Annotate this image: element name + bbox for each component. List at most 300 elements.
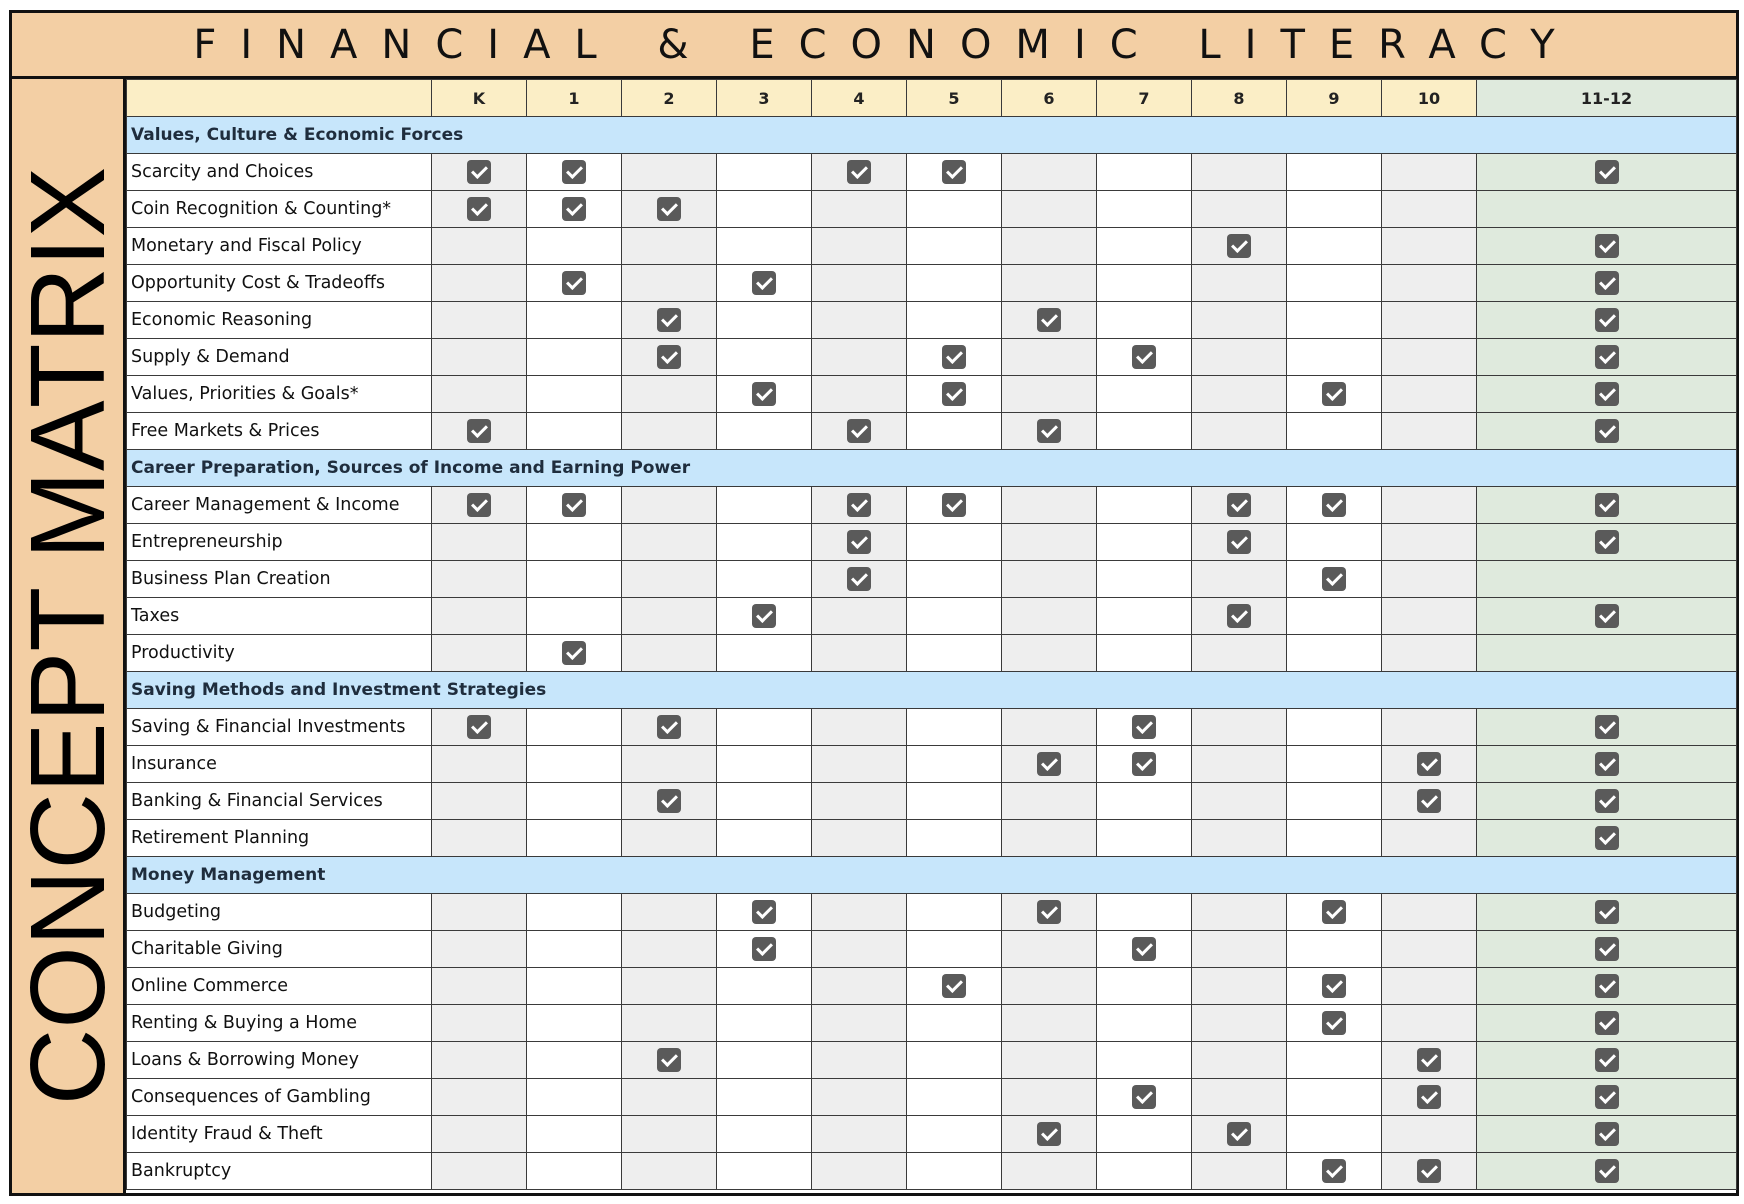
grade-cell-k — [432, 1079, 527, 1116]
grade-cell-5 — [907, 265, 1002, 302]
grade-cell-2 — [622, 339, 717, 376]
checkbox-checked-icon — [1595, 974, 1619, 998]
checkbox-checked-icon — [467, 419, 491, 443]
concept-row — [127, 1005, 1737, 1042]
concept-row — [127, 968, 1737, 1005]
grade-cell-3 — [717, 413, 812, 450]
checkbox-checked-icon — [1227, 1122, 1251, 1146]
checkbox-checked-icon — [1595, 160, 1619, 184]
grade-cell-6 — [1002, 783, 1097, 820]
grade-cell-k — [432, 1042, 527, 1079]
concept-name: Supply & Demand — [127, 339, 432, 376]
concept-name: Renting & Buying a Home — [127, 1005, 432, 1042]
grade-cell-9 — [1287, 1042, 1382, 1079]
grade-cell-2 — [622, 746, 717, 783]
grade-cell-11-12 — [1477, 931, 1737, 968]
grade-cell-k — [432, 894, 527, 931]
grade-cell-7 — [1097, 746, 1192, 783]
grade-cell-5 — [907, 783, 1002, 820]
grade-cell-4 — [812, 1005, 907, 1042]
grade-cell-7 — [1097, 191, 1192, 228]
matrix-table-container — [126, 79, 1736, 1193]
grade-cell-10 — [1382, 376, 1477, 413]
page-title: FINANCIAL & ECONOMIC LITERACY — [12, 13, 1736, 79]
grade-cell-4 — [812, 1153, 907, 1190]
grade-cell-9 — [1287, 968, 1382, 1005]
concept-name: Values, Priorities & Goals* — [127, 376, 432, 413]
grade-cell-11-12 — [1477, 709, 1737, 746]
concept-row — [127, 376, 1737, 413]
grade-cell-9 — [1287, 265, 1382, 302]
checkbox-checked-icon — [1595, 419, 1619, 443]
concept-row — [127, 1116, 1737, 1153]
grade-cell-8 — [1192, 635, 1287, 672]
grade-cell-3 — [717, 228, 812, 265]
checkbox-checked-icon — [1227, 530, 1251, 554]
grade-cell-2 — [622, 228, 717, 265]
grade-cell-9 — [1287, 191, 1382, 228]
grade-header-3: 3 — [717, 80, 812, 117]
grade-cell-10 — [1382, 191, 1477, 228]
grade-cell-10 — [1382, 931, 1477, 968]
grade-cell-6 — [1002, 1005, 1097, 1042]
grade-cell-5 — [907, 302, 1002, 339]
grade-cell-9 — [1287, 746, 1382, 783]
grade-cell-10 — [1382, 968, 1477, 1005]
grade-cell-9 — [1287, 635, 1382, 672]
grade-cell-9 — [1287, 524, 1382, 561]
grade-cell-6 — [1002, 709, 1097, 746]
grade-cell-3 — [717, 1042, 812, 1079]
concept-row — [127, 413, 1737, 450]
grade-cell-6 — [1002, 265, 1097, 302]
grade-cell-6 — [1002, 894, 1097, 931]
grade-cell-5 — [907, 487, 1002, 524]
grade-cell-10 — [1382, 154, 1477, 191]
grade-cell-8 — [1192, 931, 1287, 968]
checkbox-checked-icon — [1417, 789, 1441, 813]
grade-cell-2 — [622, 1079, 717, 1116]
grade-cell-9 — [1287, 228, 1382, 265]
grade-cell-3 — [717, 709, 812, 746]
grade-cell-6 — [1002, 1079, 1097, 1116]
concept-name: Retirement Planning — [127, 820, 432, 857]
checkbox-checked-icon — [1417, 1159, 1441, 1183]
grade-cell-1 — [527, 709, 622, 746]
grade-cell-11-12 — [1477, 265, 1737, 302]
grade-cell-6 — [1002, 561, 1097, 598]
grade-cell-4 — [812, 487, 907, 524]
concept-row — [127, 1042, 1737, 1079]
grade-cell-10 — [1382, 1005, 1477, 1042]
checkbox-checked-icon — [657, 1048, 681, 1072]
grade-cell-5 — [907, 894, 1002, 931]
grade-cell-5 — [907, 1116, 1002, 1153]
grade-cell-11-12 — [1477, 783, 1737, 820]
concept-name: Online Commerce — [127, 968, 432, 1005]
grade-cell-3 — [717, 968, 812, 1005]
grade-cell-1 — [527, 968, 622, 1005]
grade-cell-3 — [717, 524, 812, 561]
concept-name: Career Management & Income — [127, 487, 432, 524]
grade-cell-11-12 — [1477, 413, 1737, 450]
concept-name: Free Markets & Prices — [127, 413, 432, 450]
grade-cell-9 — [1287, 1116, 1382, 1153]
checkbox-checked-icon — [1595, 1159, 1619, 1183]
grade-cell-4 — [812, 561, 907, 598]
checkbox-checked-icon — [847, 567, 871, 591]
checkbox-checked-icon — [1037, 419, 1061, 443]
checkbox-checked-icon — [1322, 974, 1346, 998]
checkbox-checked-icon — [1037, 308, 1061, 332]
grade-cell-8 — [1192, 1116, 1287, 1153]
grade-cell-11-12 — [1477, 561, 1737, 598]
grade-cell-2 — [622, 376, 717, 413]
grade-cell-5 — [907, 931, 1002, 968]
grade-cell-10 — [1382, 561, 1477, 598]
side-panel — [8, 79, 127, 1193]
checkbox-checked-icon — [1595, 234, 1619, 258]
checkbox-checked-icon — [1595, 937, 1619, 961]
grade-cell-1 — [527, 746, 622, 783]
grade-cell-6 — [1002, 968, 1097, 1005]
grade-cell-3 — [717, 820, 812, 857]
grade-cell-10 — [1382, 598, 1477, 635]
concept-name: Productivity — [127, 635, 432, 672]
checkbox-checked-icon — [657, 345, 681, 369]
checkbox-checked-icon — [942, 160, 966, 184]
grade-cell-10 — [1382, 1153, 1477, 1190]
grade-cell-11-12 — [1477, 968, 1737, 1005]
grade-cell-1 — [527, 413, 622, 450]
grade-cell-1 — [527, 1005, 622, 1042]
checkbox-checked-icon — [752, 937, 776, 961]
grade-cell-5 — [907, 598, 1002, 635]
concept-row — [127, 709, 1737, 746]
checkbox-checked-icon — [1037, 752, 1061, 776]
checkbox-checked-icon — [1595, 1048, 1619, 1072]
grade-cell-6 — [1002, 487, 1097, 524]
checkbox-checked-icon — [1595, 752, 1619, 776]
grade-cell-9 — [1287, 1005, 1382, 1042]
grade-cell-5 — [907, 1153, 1002, 1190]
checkbox-checked-icon — [1132, 937, 1156, 961]
grade-cell-11-12 — [1477, 746, 1737, 783]
grade-cell-4 — [812, 302, 907, 339]
concept-row — [127, 746, 1737, 783]
grade-cell-11-12 — [1477, 339, 1737, 376]
grade-cell-6 — [1002, 524, 1097, 561]
checkbox-checked-icon — [1595, 715, 1619, 739]
grade-cell-k — [432, 746, 527, 783]
grade-cell-4 — [812, 635, 907, 672]
concept-row — [127, 191, 1737, 228]
grade-cell-3 — [717, 487, 812, 524]
checkbox-checked-icon — [1595, 308, 1619, 332]
section-header-row — [127, 672, 1737, 709]
concept-name: Taxes — [127, 598, 432, 635]
grade-cell-3 — [717, 154, 812, 191]
grade-cell-11-12 — [1477, 1042, 1737, 1079]
checkbox-checked-icon — [657, 789, 681, 813]
grade-cell-7 — [1097, 1079, 1192, 1116]
checkbox-checked-icon — [1322, 900, 1346, 924]
checkbox-checked-icon — [847, 493, 871, 517]
grade-cell-k — [432, 1005, 527, 1042]
grade-cell-1 — [527, 1153, 622, 1190]
grade-cell-1 — [527, 783, 622, 820]
grade-header-5: 5 — [907, 80, 1002, 117]
grade-cell-8 — [1192, 228, 1287, 265]
grade-cell-k — [432, 487, 527, 524]
grade-header-4: 4 — [812, 80, 907, 117]
concept-row — [127, 820, 1737, 857]
concept-row — [127, 339, 1737, 376]
grade-cell-6 — [1002, 598, 1097, 635]
grade-cell-10 — [1382, 709, 1477, 746]
checkbox-checked-icon — [942, 382, 966, 406]
grade-cell-8 — [1192, 376, 1287, 413]
grade-cell-6 — [1002, 931, 1097, 968]
grade-cell-1 — [527, 228, 622, 265]
grade-cell-1 — [527, 598, 622, 635]
section-title: Saving Methods and Investment Strategies — [127, 672, 1737, 709]
grade-cell-8 — [1192, 746, 1287, 783]
grade-cell-9 — [1287, 302, 1382, 339]
grade-cell-10 — [1382, 524, 1477, 561]
checkbox-checked-icon — [1132, 715, 1156, 739]
grade-cell-2 — [622, 598, 717, 635]
grade-cell-2 — [622, 820, 717, 857]
grade-cell-4 — [812, 746, 907, 783]
section-title: Career Preparation, Sources of Income and Earning Power — [127, 450, 1737, 487]
grade-cell-1 — [527, 931, 622, 968]
checkbox-checked-icon — [562, 197, 586, 221]
concept-name: Opportunity Cost & Tradeoffs — [127, 265, 432, 302]
grade-cell-7 — [1097, 635, 1192, 672]
concept-row — [127, 1079, 1737, 1116]
grade-cell-9 — [1287, 1153, 1382, 1190]
concept-name: Business Plan Creation — [127, 561, 432, 598]
grade-cell-5 — [907, 968, 1002, 1005]
grade-header-1: 1 — [527, 80, 622, 117]
grade-cell-9 — [1287, 598, 1382, 635]
grade-cell-8 — [1192, 709, 1287, 746]
concept-row — [127, 894, 1737, 931]
checkbox-checked-icon — [847, 160, 871, 184]
grade-cell-8 — [1192, 524, 1287, 561]
checkbox-checked-icon — [1322, 493, 1346, 517]
grade-cell-8 — [1192, 783, 1287, 820]
grade-cell-4 — [812, 1042, 907, 1079]
grade-cell-11-12 — [1477, 154, 1737, 191]
grade-cell-1 — [527, 1116, 622, 1153]
checkbox-checked-icon — [1595, 1085, 1619, 1109]
concept-row — [127, 561, 1737, 598]
checkbox-checked-icon — [1595, 826, 1619, 850]
grade-cell-k — [432, 154, 527, 191]
checkbox-checked-icon — [1037, 1122, 1061, 1146]
grade-cell-2 — [622, 302, 717, 339]
grade-cell-2 — [622, 413, 717, 450]
grade-cell-2 — [622, 1042, 717, 1079]
grade-cell-2 — [622, 1116, 717, 1153]
grade-cell-7 — [1097, 339, 1192, 376]
grade-cell-7 — [1097, 1005, 1192, 1042]
grade-cell-3 — [717, 894, 812, 931]
grade-cell-11-12 — [1477, 635, 1737, 672]
grade-cell-k — [432, 524, 527, 561]
checkbox-checked-icon — [942, 974, 966, 998]
grade-cell-5 — [907, 1005, 1002, 1042]
checkbox-checked-icon — [1322, 1159, 1346, 1183]
grade-cell-4 — [812, 1116, 907, 1153]
grade-cell-2 — [622, 1153, 717, 1190]
grade-cell-8 — [1192, 339, 1287, 376]
grade-cell-4 — [812, 931, 907, 968]
grade-cell-10 — [1382, 1116, 1477, 1153]
grade-cell-9 — [1287, 413, 1382, 450]
grade-cell-6 — [1002, 191, 1097, 228]
grade-cell-8 — [1192, 487, 1287, 524]
grade-cell-9 — [1287, 931, 1382, 968]
grade-cell-3 — [717, 265, 812, 302]
concept-row — [127, 524, 1737, 561]
grade-cell-10 — [1382, 1079, 1477, 1116]
grade-cell-k — [432, 1153, 527, 1190]
grade-cell-3 — [717, 339, 812, 376]
grade-cell-7 — [1097, 524, 1192, 561]
grade-header-8: 8 — [1192, 80, 1287, 117]
grade-cell-4 — [812, 228, 907, 265]
grade-cell-11-12 — [1477, 302, 1737, 339]
grade-cell-9 — [1287, 487, 1382, 524]
checkbox-checked-icon — [467, 715, 491, 739]
checkbox-checked-icon — [1417, 1085, 1441, 1109]
grade-cell-10 — [1382, 302, 1477, 339]
grade-cell-11-12 — [1477, 1116, 1737, 1153]
checkbox-checked-icon — [562, 493, 586, 517]
grade-cell-1 — [527, 524, 622, 561]
checkbox-checked-icon — [1595, 345, 1619, 369]
grade-cell-1 — [527, 265, 622, 302]
grade-cell-1 — [527, 561, 622, 598]
grade-cell-11-12 — [1477, 228, 1737, 265]
checkbox-checked-icon — [942, 345, 966, 369]
grade-cell-k — [432, 783, 527, 820]
grade-cell-6 — [1002, 302, 1097, 339]
matrix-table — [126, 79, 1737, 1190]
grade-cell-1 — [527, 191, 622, 228]
grade-cell-11-12 — [1477, 894, 1737, 931]
grade-cell-6 — [1002, 228, 1097, 265]
grade-cell-9 — [1287, 894, 1382, 931]
grade-cell-6 — [1002, 1116, 1097, 1153]
concept-name: Economic Reasoning — [127, 302, 432, 339]
checkbox-checked-icon — [1322, 382, 1346, 406]
grade-cell-1 — [527, 635, 622, 672]
grade-cell-k — [432, 413, 527, 450]
checkbox-checked-icon — [1132, 752, 1156, 776]
grade-cell-4 — [812, 709, 907, 746]
grade-cell-3 — [717, 191, 812, 228]
grade-cell-4 — [812, 413, 907, 450]
grade-cell-6 — [1002, 820, 1097, 857]
grade-cell-2 — [622, 968, 717, 1005]
grade-cell-7 — [1097, 783, 1192, 820]
concept-name: Bankruptcy — [127, 1153, 432, 1190]
concept-row — [127, 635, 1737, 672]
grade-cell-3 — [717, 746, 812, 783]
grade-cell-11-12 — [1477, 191, 1737, 228]
checkbox-checked-icon — [1595, 1122, 1619, 1146]
grade-cell-1 — [527, 1042, 622, 1079]
checkbox-checked-icon — [1595, 604, 1619, 628]
checkbox-checked-icon — [1595, 900, 1619, 924]
concept-name: Loans & Borrowing Money — [127, 1042, 432, 1079]
grade-cell-2 — [622, 931, 717, 968]
grade-cell-5 — [907, 1079, 1002, 1116]
grade-cell-8 — [1192, 894, 1287, 931]
grade-cell-5 — [907, 154, 1002, 191]
concept-row — [127, 228, 1737, 265]
grade-cell-7 — [1097, 487, 1192, 524]
grade-cell-6 — [1002, 376, 1097, 413]
grade-header-row — [127, 80, 1737, 117]
grade-cell-2 — [622, 635, 717, 672]
checkbox-checked-icon — [847, 530, 871, 554]
concept-name: Saving & Financial Investments — [127, 709, 432, 746]
concept-name: Monetary and Fiscal Policy — [127, 228, 432, 265]
concept-row — [127, 598, 1737, 635]
grade-cell-10 — [1382, 1042, 1477, 1079]
grade-cell-7 — [1097, 154, 1192, 191]
grade-cell-10 — [1382, 783, 1477, 820]
grade-cell-7 — [1097, 228, 1192, 265]
grade-cell-k — [432, 968, 527, 1005]
grade-cell-1 — [527, 820, 622, 857]
grade-cell-5 — [907, 561, 1002, 598]
concept-name: Scarcity and Choices — [127, 154, 432, 191]
grade-cell-k — [432, 228, 527, 265]
grade-cell-11-12 — [1477, 376, 1737, 413]
grade-header-11-12: 11-12 — [1477, 80, 1737, 117]
grade-cell-2 — [622, 561, 717, 598]
section-header-row — [127, 857, 1737, 894]
section-header-row — [127, 117, 1737, 154]
grade-cell-5 — [907, 635, 1002, 672]
grade-cell-k — [432, 820, 527, 857]
grade-cell-6 — [1002, 635, 1097, 672]
grade-cell-10 — [1382, 635, 1477, 672]
section-header-row — [127, 450, 1737, 487]
checkbox-checked-icon — [1417, 752, 1441, 776]
grade-cell-11-12 — [1477, 1079, 1737, 1116]
section-title: Money Management — [127, 857, 1737, 894]
grade-cell-2 — [622, 524, 717, 561]
grade-cell-9 — [1287, 820, 1382, 857]
grade-cell-2 — [622, 191, 717, 228]
header-corner — [127, 80, 432, 117]
grade-cell-k — [432, 598, 527, 635]
checkbox-checked-icon — [752, 271, 776, 295]
checkbox-checked-icon — [467, 160, 491, 184]
checkbox-checked-icon — [1227, 234, 1251, 258]
grade-cell-6 — [1002, 746, 1097, 783]
grade-cell-k — [432, 265, 527, 302]
grade-cell-5 — [907, 339, 1002, 376]
grade-cell-9 — [1287, 376, 1382, 413]
